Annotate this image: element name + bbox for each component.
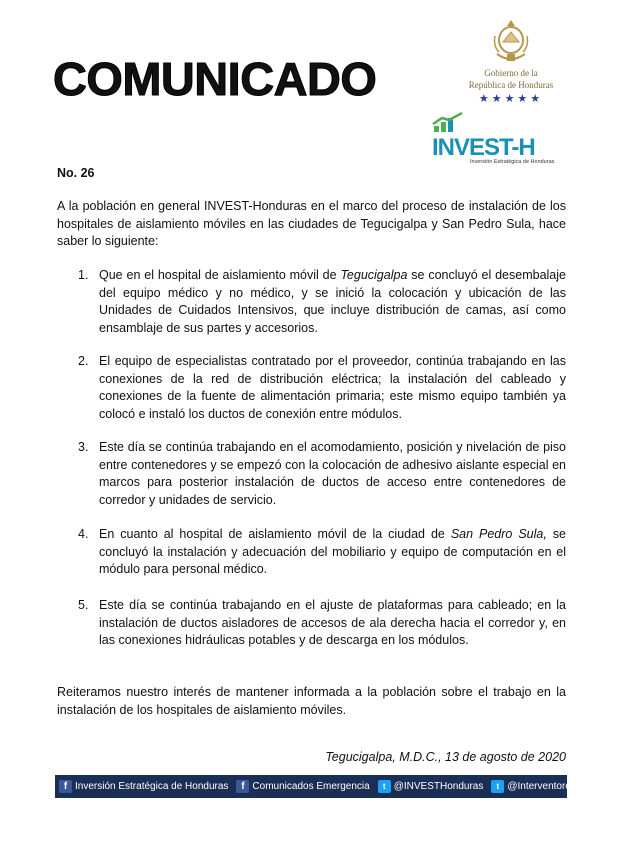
twitter-icon: t: [491, 780, 504, 793]
list-item-text: El equipo de especialistas contratado por el proveedor, continúa trabajando en las conexiones de la red de distribución eléctrica; la instalación del cableado y conexiones de la fuente de alimentación primaria; este mismo equipo también ya colocó e instaló los ductos de conexión entre módulos.: [99, 354, 566, 421]
page-title: COMUNICADO: [53, 53, 377, 105]
facebook-icon: f: [236, 780, 249, 793]
twitter-icon: t: [378, 780, 391, 793]
list-item-text: En cuanto al hospital de aislamiento móvil de la ciudad de San Pedro Sula, se concluyó la instalación y adecuación del mobiliario y equipo de computación en el módulo para personal médico.: [99, 527, 566, 576]
facebook-icon: f: [59, 780, 72, 793]
invest-logo-text: INVEST-H: [432, 134, 535, 161]
intro-paragraph: A la población en general INVEST-Honduras en el marco del proceso de instalación de los hospitales de aislamiento móviles en las ciudades de Tegucigalpa y San Pedro Sula, hace saber lo siguiente:: [57, 199, 566, 248]
invest-tagline: Inversión Estratégica de Honduras: [470, 159, 555, 165]
list-item: [57, 439, 566, 509]
twitter-link-interventores[interactable]: [491, 780, 586, 793]
twitter-handle: @InterventoresIH: [507, 781, 586, 792]
invest-logo: [432, 112, 572, 165]
list-item: [57, 353, 566, 423]
list-item-number: 3.: [78, 440, 89, 454]
list-item-text: Este día se continúa trabajando en el acomodamiento, posición y nivelación de piso entre contenedores y se empezó con la colocación de adhesivo aislante especial en marcos para posterior instalación de ductos de acceso entre contenedores de corredor y unidades de servicio.: [99, 440, 566, 507]
invest-chart-icon: [432, 112, 466, 134]
facebook-link-invest[interactable]: [59, 780, 228, 793]
list-item-number: 5.: [78, 598, 89, 612]
list-item-number: 4.: [78, 527, 89, 541]
communique-number: No. 26: [57, 166, 95, 180]
place-and-date: Tegucigalpa, M.D.C., 13 de agosto de 2020: [325, 750, 566, 764]
stars-icon: ★★★★★: [478, 93, 544, 105]
twitter-link-invest[interactable]: [378, 780, 484, 793]
list-item: [57, 267, 566, 337]
government-name-line2: República de Honduras: [468, 80, 554, 90]
list-item-text: Que en el hospital de aislamiento móvil de Tegucigalpa se concluyó el desembalaje del equipo médico y no médico, y se inició la colocación y ubicación de las Unidades de Cuidados Intensivos, que incluye distribución de camas, así como ensamblaje de sus partes y accesorios.: [99, 268, 566, 335]
list-item-number: 2.: [78, 354, 89, 368]
coat-of-arms-icon: [491, 18, 531, 66]
social-footer: [55, 775, 586, 798]
twitter-handle: @INVESTHonduras: [393, 781, 484, 792]
facebook-label: Inversión Estratégica de Honduras: [75, 781, 229, 792]
government-seal: [456, 18, 566, 105]
facebook-label: Comunicados Emergencia: [252, 781, 370, 792]
facebook-link-comunicados[interactable]: [236, 780, 369, 793]
government-name-line1: Gobierno de la: [484, 68, 538, 78]
list-item: [57, 526, 566, 579]
closing-paragraph: Reiteramos nuestro interés de mantener informada a la población sobre el trabajo en la instalación de los hospitales de aislamiento móviles.: [57, 685, 566, 717]
list-item-text: Este día se continúa trabajando en el ajuste de plataformas para cableado; en la instalación de ductos aisladores de accesos de ala derecha hacia el corredor y, en las conexiones hidráulicas potables y de descarga en los módulos.: [99, 598, 566, 647]
list-item-number: 1.: [78, 268, 89, 282]
list-item: [57, 597, 566, 650]
